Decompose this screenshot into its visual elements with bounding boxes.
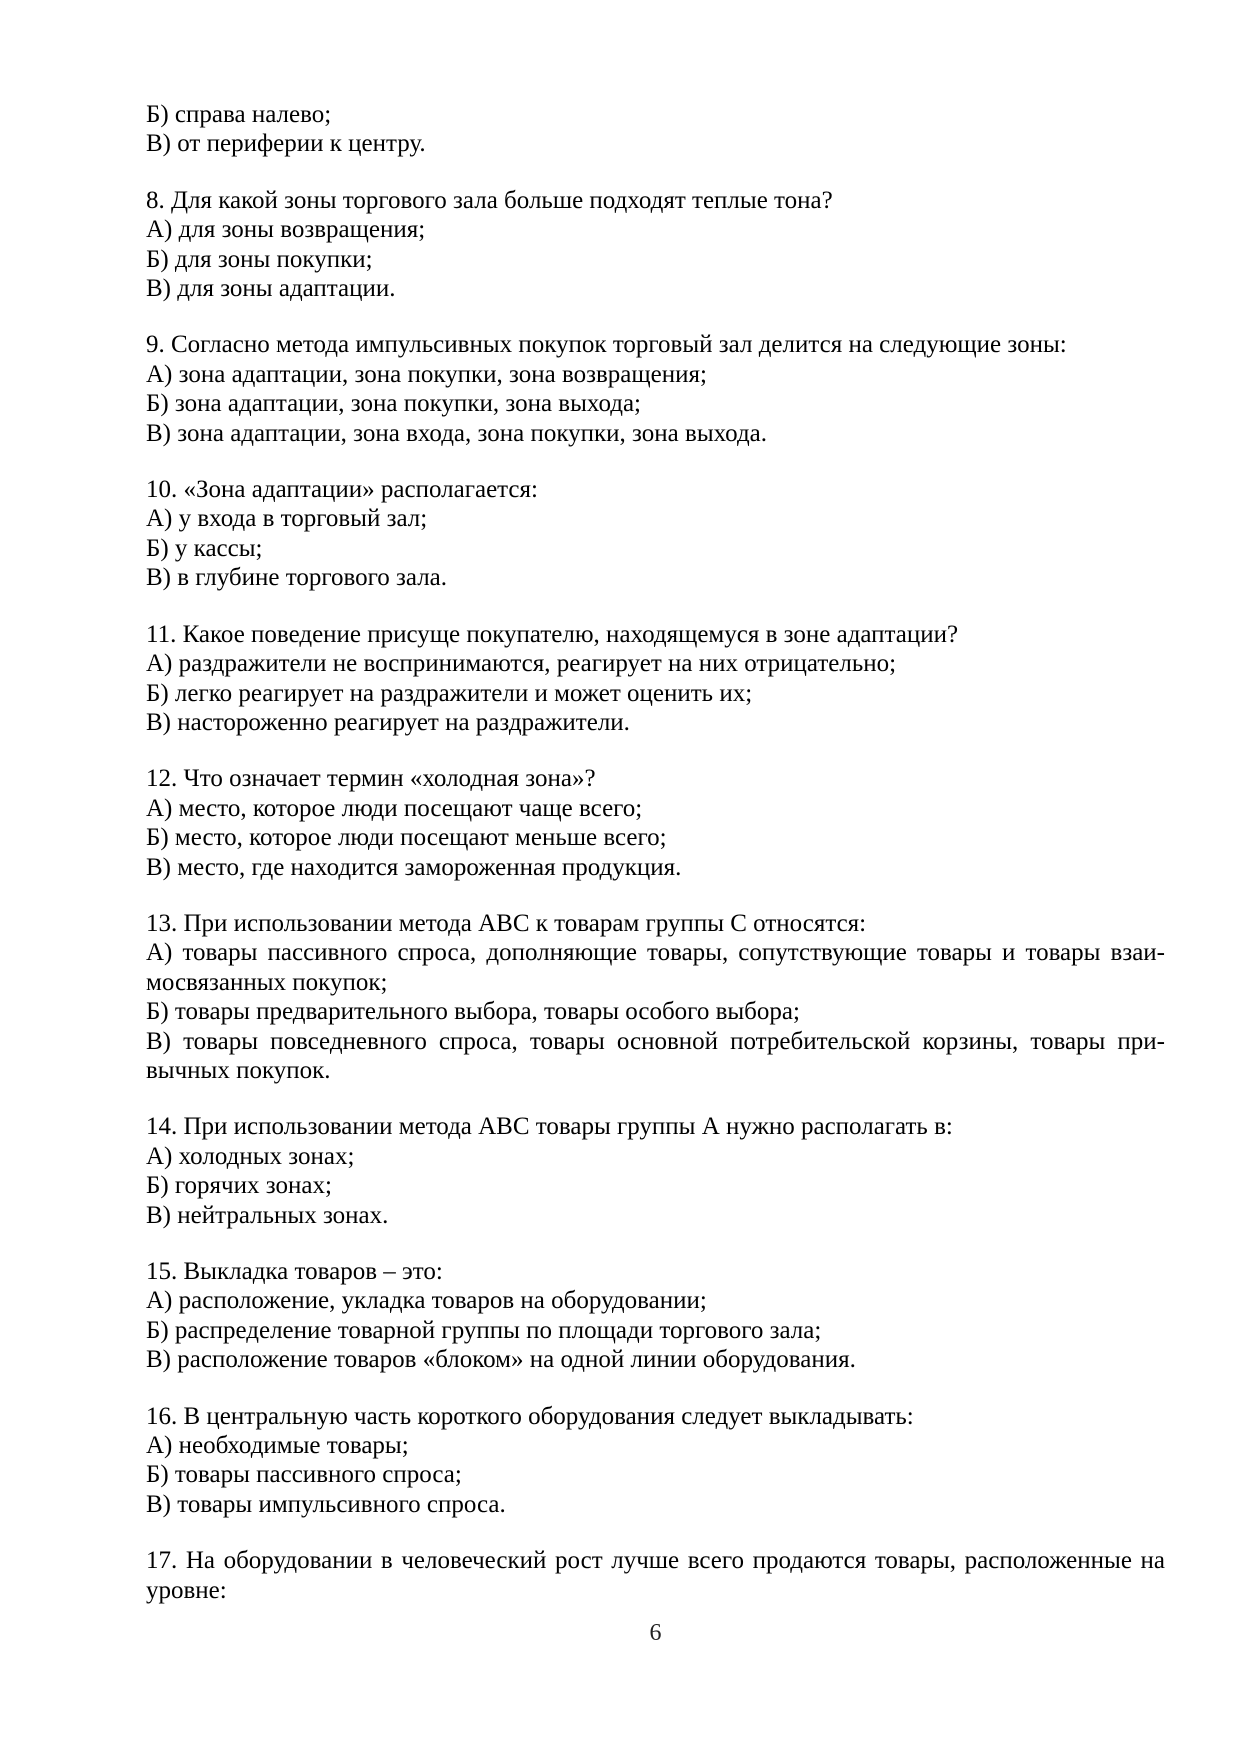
- question-9-option-b: Б) зона адаптации, зона покупки, зона выхода;: [146, 390, 641, 418]
- question-block-15: [146, 1257, 1165, 1375]
- question-8-option-a: А) для зоны возвращения;: [146, 216, 426, 244]
- question-13-title: 13. При использовании метода АВС к товарам группы С относятся:: [146, 909, 867, 937]
- question-8-option-b: Б) для зоны покупки;: [146, 245, 373, 273]
- carryover-options-block: [146, 100, 1165, 159]
- question-8-option-v: В) для зоны адаптации.: [146, 275, 396, 303]
- question-16-option-v: В) товары импульсивного спроса.: [146, 1490, 506, 1518]
- question-10-option-v: В) в глубине торгового зала.: [146, 564, 448, 592]
- question-block-16: [146, 1402, 1165, 1520]
- quiz-content: [146, 100, 1165, 1605]
- question-17-title-line-2: уровне:: [146, 1576, 227, 1604]
- question-16-option-a: А) необходимые товары;: [146, 1432, 409, 1460]
- question-14-title: 14. При использовании метода АВС товары группы А нужно располагать в:: [146, 1113, 953, 1141]
- question-12-option-v: В) место, где находится замороженная продукция.: [146, 853, 682, 881]
- answer-option-b: Б) справа налево;: [146, 101, 332, 128]
- answer-option-v: В) от периферии к центру.: [146, 130, 426, 158]
- question-block-11: [146, 620, 1165, 738]
- question-block-13: [146, 909, 1165, 1085]
- question-block-9: [146, 330, 1165, 448]
- question-14-option-a: А) холодных зонах;: [146, 1142, 355, 1170]
- question-14-option-b: Б) горячих зонах;: [146, 1172, 332, 1200]
- question-14-option-v: В) нейтральных зонах.: [146, 1201, 389, 1229]
- question-13-option-a-line-2: мосвязанных покупок;: [146, 968, 388, 996]
- question-10-title: 10. «Зона адаптации» располагается:: [146, 476, 538, 504]
- question-11-option-a: А) раздражители не воспринимаются, реагирует на них отрицательно;: [146, 650, 897, 678]
- question-16-title: 16. В центральную часть короткого оборудования следует выкладывать:: [146, 1402, 914, 1430]
- question-13-option-b: Б) товары предварительного выбора, товары особого выбора;: [146, 998, 800, 1026]
- question-13-option-v-line-2: вычных покупок.: [146, 1056, 331, 1084]
- question-12-title: 12. Что означает термин «холодная зона»?: [146, 765, 596, 793]
- question-9-title: 9. Согласно метода импульсивных покупок торговый зал делится на следующие зоны:: [146, 331, 1067, 359]
- question-15-title: 15. Выкладка товаров – это:: [146, 1258, 443, 1285]
- question-block-8: [146, 186, 1165, 304]
- question-13-option-v-line-1: В) товары повседневного спроса, товары основной потребительской корзины, товары при-: [146, 1027, 1165, 1055]
- question-10-option-a: А) у входа в торговый зал;: [146, 505, 428, 533]
- question-9-option-a: А) зона адаптации, зона покупки, зона возвращения;: [146, 360, 707, 388]
- question-15-option-a: А) расположение, укладка товаров на оборудовании;: [146, 1287, 707, 1315]
- question-17-title-line-1: 17. На оборудовании в человеческий рост лучше всего продаются товары, расположенные на: [146, 1547, 1165, 1575]
- question-15-option-b: Б) распределение товарной группы по площади торгового зала;: [146, 1316, 822, 1344]
- question-block-12: [146, 764, 1165, 882]
- question-12-option-a: А) место, которое люди посещают чаще всего;: [146, 794, 643, 822]
- question-11-option-v: В) настороженно реагирует на раздражители.: [146, 708, 630, 736]
- question-8-title: 8. Для какой зоны торгового зала больше подходят теплые тона?: [146, 186, 833, 214]
- question-11-option-b: Б) легко реагирует на раздражители и может оценить их;: [146, 679, 753, 707]
- question-13-option-a-line-1: А) товары пассивного спроса, дополняющие товары, сопутствующие товары и товары взаи-: [146, 939, 1165, 967]
- question-block-10: [146, 475, 1165, 593]
- question-12-option-b: Б) место, которое люди посещают меньше всего;: [146, 824, 667, 852]
- question-16-option-b: Б) товары пассивного спроса;: [146, 1461, 462, 1489]
- question-11-title: 11. Какое поведение присуще покупателю, находящемуся в зоне адаптации?: [146, 620, 959, 648]
- question-block-14: [146, 1112, 1165, 1230]
- question-10-option-b: Б) у кассы;: [146, 534, 263, 562]
- question-block-17: [146, 1546, 1165, 1605]
- question-15-option-v: В) расположение товаров «блоком» на одной линии оборудования.: [146, 1346, 856, 1374]
- page-number: 6: [649, 1620, 662, 1646]
- question-9-option-v: В) зона адаптации, зона входа, зона покупки, зона выхода.: [146, 419, 768, 447]
